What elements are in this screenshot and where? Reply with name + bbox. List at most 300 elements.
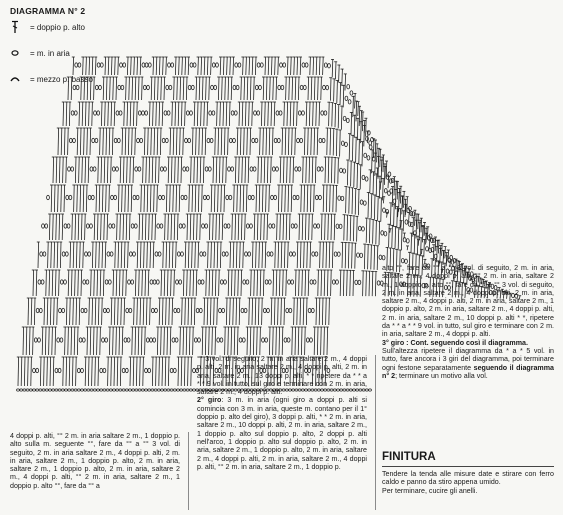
- double-crochet-stitch: [113, 327, 114, 355]
- double-crochet-stitch: [198, 242, 199, 268]
- double-crochet-stitch: [144, 185, 145, 212]
- chain-stitch: [114, 195, 117, 199]
- double-crochet-stitch: [233, 298, 234, 325]
- chain-stitch: [109, 389, 112, 391]
- chain-stitch: [108, 280, 111, 284]
- double-crochet-stitch: [234, 327, 235, 355]
- double-crochet-stitch: [231, 270, 232, 296]
- chain-stitch: [303, 85, 306, 89]
- double-crochet-stitch: [306, 102, 307, 126]
- double-crochet-stitch: [145, 214, 146, 240]
- chain-stitch: [193, 63, 196, 67]
- double-crochet-stitch: [85, 157, 86, 183]
- double-crochet-stitch: [97, 270, 98, 296]
- double-crochet-stitch: [378, 196, 379, 220]
- double-crochet-stitch: [357, 118, 358, 140]
- double-crochet-stitch: [82, 157, 83, 183]
- double-crochet-stitch: [31, 357, 32, 386]
- double-crochet-stitch: [95, 357, 96, 386]
- chain-stitch: [358, 226, 361, 230]
- double-crochet-stitch: [120, 214, 121, 240]
- double-crochet-stitch: [235, 214, 236, 240]
- double-crochet-stitch: [42, 327, 43, 355]
- double-crochet-stitch: [250, 327, 251, 355]
- double-crochet-stitch: [318, 270, 319, 296]
- chain-stitch: [119, 111, 122, 115]
- double-crochet-stitch: [254, 270, 255, 296]
- chain-stitch: [38, 280, 41, 284]
- double-crochet-stitch: [334, 214, 335, 240]
- double-crochet-stitch: [414, 235, 415, 254]
- double-crochet-stitch: [286, 77, 287, 100]
- double-crochet-stitch: [50, 298, 51, 325]
- double-crochet-stitch: [210, 298, 211, 325]
- double-crochet-stitch: [162, 298, 163, 325]
- double-crochet-stitch: [131, 185, 132, 212]
- double-crochet-stitch: [399, 189, 400, 202]
- double-crochet-stitch: [121, 298, 122, 325]
- double-crochet-stitch: [44, 357, 45, 386]
- chain-stitch: [55, 368, 58, 372]
- chain-stitch: [255, 138, 258, 142]
- double-crochet-stitch: [309, 157, 310, 183]
- chain-stitch: [79, 338, 82, 342]
- double-crochet-stitch: [171, 157, 172, 183]
- double-crochet-stitch: [214, 242, 215, 268]
- double-crochet-stitch: [259, 185, 260, 212]
- double-crochet-stitch: [411, 233, 412, 253]
- chain-stitch: [164, 167, 167, 171]
- double-crochet-stitch: [106, 128, 107, 155]
- double-crochet-stitch: [379, 221, 380, 245]
- chain-stitch: [41, 280, 44, 284]
- chain-stitch: [119, 389, 122, 391]
- double-crochet-stitch: [237, 185, 238, 212]
- chain-stitch: [150, 280, 153, 284]
- double-crochet-stitch: [58, 128, 59, 155]
- chain-stitch: [23, 389, 26, 391]
- legend-row-half-stitch: [10, 72, 170, 86]
- chain-stitch: [170, 389, 173, 391]
- double-crochet-stitch: [260, 270, 261, 296]
- double-crochet-stitch: [305, 214, 306, 240]
- double-crochet-stitch: [249, 57, 250, 75]
- double-crochet-stitch: [99, 242, 100, 268]
- chain-stitch: [39, 308, 42, 312]
- double-crochet-stitch: [159, 357, 160, 386]
- chain-stitch: [253, 167, 256, 171]
- double-crochet-stitch: [97, 327, 98, 355]
- double-crochet-stitch: [38, 242, 39, 268]
- double-crochet-stitch: [223, 157, 224, 183]
- chain-stitch: [205, 167, 208, 171]
- double-crochet-stitch: [394, 205, 395, 227]
- double-crochet-stitch: [401, 229, 402, 250]
- double-crochet-stitch: [151, 128, 152, 155]
- chain-stitch: [59, 308, 62, 312]
- double-crochet-stitch: [200, 214, 201, 240]
- double-crochet-stitch: [77, 327, 78, 355]
- finitura-paragraph-2: Per terminare, cucire gli anelli.: [382, 486, 478, 495]
- double-crochet-stitch: [112, 128, 113, 155]
- double-crochet-stitch: [185, 57, 186, 75]
- double-crochet-stitch: [68, 128, 69, 155]
- chain-stitch: [257, 63, 260, 67]
- chain-stitch: [196, 308, 199, 312]
- double-crochet-stitch: [137, 102, 138, 126]
- double-crochet-stitch: [292, 77, 293, 100]
- chain-stitch: [148, 389, 151, 391]
- double-crochet-stitch: [103, 270, 104, 296]
- double-crochet-stitch: [181, 157, 182, 183]
- chain-stitch: [128, 280, 131, 284]
- double-crochet-stitch: [277, 214, 278, 240]
- chain-stitch: [55, 389, 58, 391]
- chain-stitch: [403, 237, 406, 241]
- double-crochet-stitch: [166, 298, 167, 325]
- chain-stitch: [90, 224, 93, 228]
- double-crochet-stitch: [116, 270, 117, 296]
- double-crochet-stitch: [303, 157, 304, 183]
- double-crochet-stitch: [182, 298, 183, 325]
- double-crochet-stitch: [276, 327, 277, 355]
- chain-stitch: [343, 116, 346, 120]
- double-crochet-stitch: [226, 102, 227, 126]
- chain-stitch: [222, 308, 225, 312]
- chain-stitch: [334, 252, 337, 256]
- double-crochet-stitch: [348, 243, 349, 269]
- double-crochet-stitch: [292, 128, 293, 155]
- double-crochet-stitch: [398, 228, 399, 250]
- chain-stitch: [62, 308, 65, 312]
- double-crochet-stitch: [66, 102, 67, 126]
- double-crochet-stitch: [347, 270, 348, 296]
- chain-stitch: [188, 85, 191, 89]
- double-crochet-stitch: [174, 77, 175, 100]
- double-crochet-stitch: [139, 214, 140, 240]
- double-crochet-stitch: [189, 185, 190, 212]
- double-crochet-stitch: [161, 327, 162, 355]
- double-crochet-stitch: [380, 149, 381, 167]
- double-crochet-stitch: [288, 185, 289, 212]
- chain-stitch: [153, 338, 156, 342]
- double-crochet-stitch: [88, 157, 89, 183]
- chain-stitch: [315, 195, 318, 199]
- double-crochet-stitch: [316, 102, 317, 126]
- chain-stitch: [186, 111, 189, 115]
- double-crochet-stitch: [157, 128, 158, 155]
- chain-stitch: [179, 224, 182, 228]
- double-crochet-stitch: [188, 357, 189, 386]
- chain-stitch: [214, 85, 217, 89]
- double-crochet-stitch: [383, 179, 384, 201]
- double-crochet-stitch: [216, 214, 217, 240]
- round-2-label: 2° giro: [197, 396, 222, 405]
- double-crochet-stitch: [33, 270, 34, 296]
- chain-stitch: [49, 389, 52, 391]
- chain-stitch: [58, 368, 61, 372]
- double-crochet-stitch: [124, 102, 125, 126]
- chain-stitch: [200, 252, 203, 256]
- column-divider: [375, 355, 376, 510]
- double-crochet-stitch: [357, 216, 358, 241]
- double-crochet-stitch: [21, 357, 22, 386]
- double-crochet-stitch: [390, 229, 391, 233]
- double-crochet-stitch: [345, 74, 346, 91]
- double-crochet-stitch: [186, 77, 187, 100]
- chain-stitch: [182, 224, 185, 228]
- double-crochet-stitch: [40, 357, 41, 386]
- double-crochet-stitch: [194, 298, 195, 325]
- double-crochet-stitch: [63, 357, 64, 386]
- double-crochet-stitch: [179, 57, 180, 75]
- double-crochet-stitch: [291, 57, 292, 75]
- chain-stitch: [100, 389, 103, 391]
- double-crochet-stitch: [178, 102, 179, 126]
- double-crochet-stitch: [279, 270, 280, 296]
- double-crochet-stitch: [86, 185, 87, 212]
- double-crochet-stitch: [261, 214, 262, 240]
- double-crochet-stitch: [199, 128, 200, 155]
- double-crochet-stitch: [255, 298, 256, 325]
- chain-stitch: [174, 308, 177, 312]
- double-crochet-stitch: [265, 57, 266, 75]
- chain-stitch: [177, 389, 180, 391]
- double-crochet-stitch: [77, 128, 78, 155]
- double-crochet-stitch: [98, 357, 99, 386]
- double-crochet-stitch: [109, 128, 110, 155]
- chain-stitch: [381, 231, 384, 235]
- chain-stitch: [156, 280, 159, 284]
- chain-stitch: [401, 258, 404, 262]
- chain-stitch: [341, 196, 344, 200]
- double-crochet-stitch: [82, 102, 83, 126]
- chain-stitch: [300, 138, 303, 142]
- double-crochet-stitch: [104, 214, 105, 240]
- double-crochet-stitch: [334, 79, 335, 102]
- chain-stitch: [369, 389, 372, 391]
- double-crochet-stitch: [326, 298, 327, 325]
- chain-stitch: [265, 338, 268, 342]
- chain-stitch: [170, 368, 173, 372]
- chain-stitch: [310, 338, 313, 342]
- double-crochet-stitch: [174, 214, 175, 240]
- double-crochet-stitch: [107, 157, 108, 183]
- round-3-paragraph: [382, 339, 554, 347]
- double-crochet-stitch: [188, 298, 189, 325]
- double-crochet-stitch: [261, 102, 262, 126]
- instructions-column-3: [382, 264, 554, 380]
- double-crochet-stitch: [229, 102, 230, 126]
- double-crochet-stitch: [354, 162, 355, 187]
- double-crochet-stitch: [193, 270, 194, 296]
- chain-stitch: [92, 138, 95, 142]
- double-crochet-stitch: [239, 298, 240, 325]
- chain-stitch: [176, 280, 179, 284]
- chain-stitch: [272, 224, 275, 228]
- double-crochet-stitch: [240, 128, 241, 155]
- double-crochet-stitch: [340, 130, 341, 157]
- double-crochet-stitch: [252, 242, 253, 268]
- double-crochet-stitch: [194, 102, 195, 126]
- double-crochet-stitch: [205, 128, 206, 155]
- chain-stitch: [116, 167, 119, 171]
- double-crochet-stitch: [241, 77, 242, 100]
- double-crochet-stitch: [120, 157, 121, 183]
- double-crochet-stitch: [319, 102, 320, 126]
- chain-stitch: [302, 111, 305, 115]
- double-crochet-stitch: [288, 242, 289, 268]
- double-crochet-stitch: [105, 102, 106, 126]
- double-crochet-stitch: [343, 270, 344, 296]
- chain-stitch: [151, 308, 154, 312]
- double-crochet-stitch: [301, 185, 302, 212]
- double-crochet-stitch: [192, 185, 193, 212]
- double-crochet-stitch: [83, 242, 84, 268]
- double-crochet-stitch: [294, 298, 295, 325]
- double-crochet-stitch: [273, 327, 274, 355]
- instructions-paragraph: °° 3 vol. di seguito, 2 m. in aria saltare 2 m., 4 doppi p. alti, 2 m. in aria saltare 2 m., 4 doppi p. alti, 2 m. in aria, saltare 2 m., 13 doppi p. alti, * * ripetere da * * a * * 9 vol. in tutto, sul giro e terminare con 2 m. in aria, saltare 2 m., 4 doppi p. alti.: [197, 355, 367, 397]
- double-crochet-stitch: [295, 77, 296, 100]
- double-crochet-stitch: [366, 118, 367, 136]
- double-crochet-stitch: [79, 298, 80, 325]
- double-crochet-stitch: [327, 270, 328, 296]
- double-crochet-stitch: [247, 327, 248, 355]
- double-crochet-stitch: [76, 242, 77, 268]
- chain-stitch: [263, 308, 266, 312]
- chain-stitch: [155, 252, 158, 256]
- double-crochet-stitch: [286, 270, 287, 296]
- chain-stitch: [364, 153, 367, 157]
- round-2-paragraph: [197, 396, 367, 471]
- chain-stitch: [326, 85, 329, 89]
- double-crochet-stitch: [342, 69, 343, 86]
- chain-symbol-icon: [10, 46, 26, 60]
- chain-stitch: [388, 172, 391, 176]
- double-crochet-stitch: [211, 57, 212, 75]
- double-crochet-stitch: [206, 77, 207, 100]
- double-crochet-stitch: [115, 242, 116, 268]
- double-crochet-stitch: [164, 270, 165, 296]
- chain-stitch: [202, 224, 205, 228]
- double-crochet-stitch: [111, 357, 112, 386]
- double-crochet-stitch: [53, 357, 54, 386]
- chain-stitch: [38, 338, 41, 342]
- double-crochet-stitch: [328, 157, 329, 183]
- chain-stitch: [321, 111, 324, 115]
- double-crochet-stitch: [297, 242, 298, 268]
- double-crochet-stitch: [344, 215, 345, 241]
- legend-label-chain: = m. in aria: [30, 48, 70, 58]
- double-crochet-stitch: [440, 246, 441, 255]
- double-crochet-stitch: [286, 214, 287, 240]
- chain-stitch: [133, 195, 136, 199]
- double-crochet-stitch: [180, 77, 181, 100]
- double-crochet-stitch: [335, 103, 336, 127]
- double-crochet-stitch: [182, 57, 183, 75]
- double-crochet-stitch: [264, 214, 265, 240]
- double-crochet-stitch: [275, 57, 276, 75]
- double-crochet-stitch: [424, 239, 425, 257]
- double-crochet-stitch: [321, 77, 322, 100]
- double-crochet-stitch: [281, 242, 282, 268]
- double-crochet-stitch: [24, 357, 25, 386]
- double-crochet-stitch: [392, 225, 393, 247]
- chain-stitch: [293, 195, 296, 199]
- double-crochet-stitch: [53, 157, 54, 183]
- double-crochet-stitch: [119, 327, 120, 355]
- double-crochet-stitch: [26, 327, 27, 355]
- double-crochet-stitch: [141, 327, 142, 355]
- double-crochet-stitch: [327, 327, 328, 355]
- double-crochet-stitch: [254, 77, 255, 100]
- double-crochet-stitch: [152, 157, 153, 183]
- double-crochet-stitch: [143, 298, 144, 325]
- chain-stitch: [42, 224, 45, 228]
- double-crochet-stitch: [84, 128, 85, 155]
- double-crochet-stitch: [351, 112, 352, 135]
- chain-stitch: [155, 308, 158, 312]
- double-crochet-stitch: [63, 102, 64, 126]
- double-crochet-stitch: [305, 327, 306, 355]
- double-crochet-stitch: [66, 157, 67, 183]
- chain-stitch: [205, 224, 208, 228]
- double-crochet-stitch: [36, 270, 37, 296]
- double-crochet-stitch: [284, 298, 285, 325]
- double-crochet-stitch: [87, 327, 88, 355]
- double-crochet-stitch: [231, 77, 232, 100]
- chain-stitch: [86, 280, 89, 284]
- chain-stitch: [105, 280, 108, 284]
- double-crochet-stitch: [240, 185, 241, 212]
- stitch-row: [22, 327, 329, 355]
- chain-stitch: [224, 224, 227, 228]
- instructions-column-2: [197, 355, 367, 471]
- double-crochet-stitch: [304, 128, 305, 155]
- double-crochet-stitch: [259, 242, 260, 268]
- chain-stitch: [132, 389, 135, 391]
- double-crochet-stitch: [287, 57, 288, 75]
- double-crochet-stitch: [93, 327, 94, 355]
- double-crochet-stitch: [55, 327, 56, 355]
- double-crochet-stitch: [153, 102, 154, 126]
- double-crochet-stitch: [241, 270, 242, 296]
- double-crochet-stitch: [68, 327, 69, 355]
- chain-stitch: [319, 195, 322, 199]
- double-crochet-stitch: [187, 214, 188, 240]
- double-crochet-stitch: [183, 77, 184, 100]
- double-crochet-stitch: [314, 77, 315, 100]
- double-crochet-stitch: [117, 214, 118, 240]
- double-crochet-stitch: [157, 327, 158, 355]
- double-crochet-stitch: [321, 270, 322, 296]
- double-crochet-stitch: [223, 57, 224, 75]
- chain-stitch: [116, 389, 119, 391]
- chain-stitch: [43, 252, 46, 256]
- chain-stitch: [254, 111, 257, 115]
- chain-stitch: [145, 111, 148, 115]
- double-crochet-stitch: [145, 270, 146, 296]
- double-crochet-stitch: [294, 57, 295, 75]
- double-crochet-stitch: [146, 157, 147, 183]
- double-crochet-stitch: [379, 176, 380, 198]
- double-crochet-stitch: [18, 357, 19, 386]
- double-crochet-stitch: [330, 78, 331, 101]
- double-crochet-stitch: [236, 298, 237, 325]
- double-crochet-stitch: [60, 242, 61, 268]
- chain-stitch: [233, 85, 236, 89]
- chain-stitch: [64, 224, 67, 228]
